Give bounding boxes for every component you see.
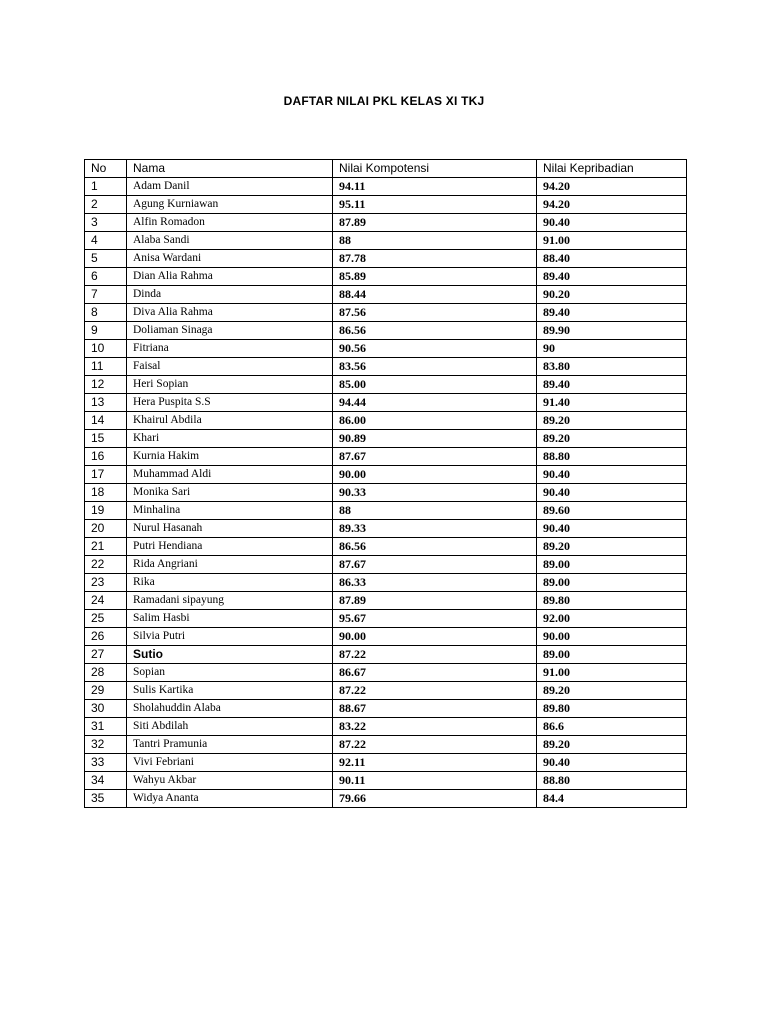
cell-nilai-kompotensi: 87.22 <box>333 646 537 664</box>
cell-nilai-kompotensi: 86.56 <box>333 538 537 556</box>
cell-no: 19 <box>85 502 127 520</box>
cell-no: 1 <box>85 178 127 196</box>
cell-nilai-kompotensi: 86.67 <box>333 664 537 682</box>
cell-nilai-kepribadian: 89.20 <box>537 682 687 700</box>
cell-nama: Diva Alia Rahma <box>127 304 333 322</box>
cell-nama: Sulis Kartika <box>127 682 333 700</box>
cell-nilai-kepribadian: 89.20 <box>537 538 687 556</box>
cell-nama: Heri Sopian <box>127 376 333 394</box>
cell-nilai-kompotensi: 86.56 <box>333 322 537 340</box>
cell-nilai-kepribadian: 94.20 <box>537 178 687 196</box>
cell-nilai-kepribadian: 89.80 <box>537 700 687 718</box>
table-row <box>85 700 687 718</box>
cell-nama: Silvia Putri <box>127 628 333 646</box>
cell-nilai-kepribadian: 86.6 <box>537 718 687 736</box>
cell-nilai-kepribadian: 83.80 <box>537 358 687 376</box>
cell-nama: Kurnia Hakim <box>127 448 333 466</box>
cell-nilai-kompotensi: 90.00 <box>333 466 537 484</box>
cell-nilai-kompotensi: 90.00 <box>333 628 537 646</box>
table-row <box>85 178 687 196</box>
cell-no: 24 <box>85 592 127 610</box>
cell-no: 16 <box>85 448 127 466</box>
cell-nama: Alaba Sandi <box>127 232 333 250</box>
cell-nama: Dinda <box>127 286 333 304</box>
cell-nilai-kompotensi: 90.56 <box>333 340 537 358</box>
table-row <box>85 790 687 808</box>
cell-nama: Monika Sari <box>127 484 333 502</box>
cell-nilai-kompotensi: 88.44 <box>333 286 537 304</box>
cell-nama: Putri Hendiana <box>127 538 333 556</box>
cell-nilai-kepribadian: 91.00 <box>537 664 687 682</box>
table-row <box>85 196 687 214</box>
cell-nilai-kompotensi: 87.22 <box>333 736 537 754</box>
column-header-no: No <box>85 160 127 178</box>
cell-no: 6 <box>85 268 127 286</box>
table-row <box>85 322 687 340</box>
cell-nilai-kepribadian: 90.40 <box>537 214 687 232</box>
cell-nilai-kepribadian: 90.40 <box>537 484 687 502</box>
cell-nama: Hera Puspita S.S <box>127 394 333 412</box>
table-row <box>85 610 687 628</box>
cell-no: 14 <box>85 412 127 430</box>
table-row <box>85 520 687 538</box>
cell-no: 22 <box>85 556 127 574</box>
cell-nilai-kepribadian: 89.00 <box>537 646 687 664</box>
cell-nama: Sopian <box>127 664 333 682</box>
cell-nilai-kompotensi: 83.56 <box>333 358 537 376</box>
column-header-nilai-kepribadian: Nilai Kepribadian <box>537 160 687 178</box>
table-row <box>85 232 687 250</box>
cell-nilai-kompotensi: 85.00 <box>333 376 537 394</box>
cell-no: 31 <box>85 718 127 736</box>
cell-no: 27 <box>85 646 127 664</box>
cell-no: 30 <box>85 700 127 718</box>
cell-no: 15 <box>85 430 127 448</box>
cell-nama: Rida Angriani <box>127 556 333 574</box>
cell-nama: Sholahuddin Alaba <box>127 700 333 718</box>
cell-no: 18 <box>85 484 127 502</box>
cell-nama: Sutio <box>127 646 333 664</box>
table-row <box>85 592 687 610</box>
cell-nilai-kepribadian: 89.40 <box>537 268 687 286</box>
cell-nilai-kompotensi: 90.89 <box>333 430 537 448</box>
cell-no: 35 <box>85 790 127 808</box>
table-row <box>85 556 687 574</box>
cell-nama: Khari <box>127 430 333 448</box>
table-row <box>85 214 687 232</box>
table-row <box>85 484 687 502</box>
cell-nilai-kompotensi: 95.67 <box>333 610 537 628</box>
cell-nama: Widya Ananta <box>127 790 333 808</box>
cell-no: 25 <box>85 610 127 628</box>
cell-nilai-kompotensi: 79.66 <box>333 790 537 808</box>
cell-no: 10 <box>85 340 127 358</box>
document-title: DAFTAR NILAI PKL KELAS XI TKJ <box>283 94 485 108</box>
table-header-row <box>85 160 687 178</box>
cell-nama: Ramadani sipayung <box>127 592 333 610</box>
cell-nama: Muhammad Aldi <box>127 466 333 484</box>
cell-nilai-kepribadian: 91.00 <box>537 232 687 250</box>
cell-nilai-kepribadian: 90.40 <box>537 466 687 484</box>
cell-no: 23 <box>85 574 127 592</box>
cell-nilai-kepribadian: 89.90 <box>537 322 687 340</box>
cell-nama: Salim Hasbi <box>127 610 333 628</box>
cell-no: 21 <box>85 538 127 556</box>
table-row <box>85 538 687 556</box>
cell-nama: Fitriana <box>127 340 333 358</box>
table-row <box>85 250 687 268</box>
cell-nilai-kepribadian: 92.00 <box>537 610 687 628</box>
cell-nilai-kepribadian: 91.40 <box>537 394 687 412</box>
cell-nilai-kepribadian: 89.80 <box>537 592 687 610</box>
cell-no: 33 <box>85 754 127 772</box>
cell-nilai-kompotensi: 87.78 <box>333 250 537 268</box>
cell-nama: Adam Danil <box>127 178 333 196</box>
cell-nilai-kompotensi: 83.22 <box>333 718 537 736</box>
cell-nilai-kompotensi: 88.67 <box>333 700 537 718</box>
cell-nilai-kompotensi: 86.00 <box>333 412 537 430</box>
cell-nilai-kompotensi: 94.44 <box>333 394 537 412</box>
cell-nama: Nurul Hasanah <box>127 520 333 538</box>
cell-no: 12 <box>85 376 127 394</box>
cell-nilai-kompotensi: 90.33 <box>333 484 537 502</box>
cell-no: 4 <box>85 232 127 250</box>
cell-nilai-kompotensi: 86.33 <box>333 574 537 592</box>
cell-nama: Minhalina <box>127 502 333 520</box>
cell-no: 26 <box>85 628 127 646</box>
cell-nilai-kepribadian: 90.40 <box>537 754 687 772</box>
cell-nilai-kepribadian: 90.00 <box>537 628 687 646</box>
cell-nilai-kompotensi: 87.67 <box>333 448 537 466</box>
cell-nama: Rika <box>127 574 333 592</box>
cell-nilai-kompotensi: 95.11 <box>333 196 537 214</box>
table-row <box>85 340 687 358</box>
table-row <box>85 772 687 790</box>
table-row <box>85 268 687 286</box>
table-body <box>85 178 687 808</box>
cell-nilai-kompotensi: 94.11 <box>333 178 537 196</box>
table-row <box>85 304 687 322</box>
table-row <box>85 628 687 646</box>
cell-nilai-kompotensi: 88 <box>333 232 537 250</box>
column-header-nilai-kompotensi: Nilai Kompotensi <box>333 160 537 178</box>
cell-no: 5 <box>85 250 127 268</box>
cell-nilai-kepribadian: 89.20 <box>537 736 687 754</box>
cell-no: 17 <box>85 466 127 484</box>
cell-nama: Wahyu Akbar <box>127 772 333 790</box>
cell-nilai-kepribadian: 88.40 <box>537 250 687 268</box>
cell-nilai-kepribadian: 94.20 <box>537 196 687 214</box>
cell-nilai-kompotensi: 87.89 <box>333 214 537 232</box>
table-row <box>85 466 687 484</box>
table-row <box>85 682 687 700</box>
cell-no: 32 <box>85 736 127 754</box>
table-row <box>85 502 687 520</box>
cell-nilai-kompotensi: 87.22 <box>333 682 537 700</box>
table-row <box>85 754 687 772</box>
table-row <box>85 286 687 304</box>
cell-no: 34 <box>85 772 127 790</box>
cell-no: 11 <box>85 358 127 376</box>
cell-nilai-kompotensi: 90.11 <box>333 772 537 790</box>
cell-no: 2 <box>85 196 127 214</box>
table-row <box>85 412 687 430</box>
table-row <box>85 646 687 664</box>
cell-no: 8 <box>85 304 127 322</box>
cell-nilai-kepribadian: 89.40 <box>537 304 687 322</box>
cell-nilai-kepribadian: 89.40 <box>537 376 687 394</box>
cell-no: 20 <box>85 520 127 538</box>
cell-nama: Siti Abdilah <box>127 718 333 736</box>
cell-nilai-kompotensi: 92.11 <box>333 754 537 772</box>
column-header-nama: Nama <box>127 160 333 178</box>
cell-nama: Vivi Febriani <box>127 754 333 772</box>
cell-no: 13 <box>85 394 127 412</box>
table-row <box>85 718 687 736</box>
cell-nilai-kepribadian: 89.60 <box>537 502 687 520</box>
cell-nilai-kompotensi: 87.89 <box>333 592 537 610</box>
grades-table <box>84 159 687 808</box>
table-row <box>85 664 687 682</box>
table-row <box>85 448 687 466</box>
cell-nilai-kepribadian: 90.40 <box>537 520 687 538</box>
cell-no: 7 <box>85 286 127 304</box>
cell-nama: Alfin Romadon <box>127 214 333 232</box>
table-row <box>85 394 687 412</box>
cell-nilai-kepribadian: 90 <box>537 340 687 358</box>
table-row <box>85 358 687 376</box>
cell-nilai-kepribadian: 89.00 <box>537 556 687 574</box>
cell-nama: Agung Kurniawan <box>127 196 333 214</box>
cell-nama: Faisal <box>127 358 333 376</box>
cell-nilai-kepribadian: 90.20 <box>537 286 687 304</box>
cell-no: 9 <box>85 322 127 340</box>
cell-nama: Anisa Wardani <box>127 250 333 268</box>
table-row <box>85 574 687 592</box>
cell-nama: Doliaman Sinaga <box>127 322 333 340</box>
cell-nilai-kompotensi: 85.89 <box>333 268 537 286</box>
cell-no: 29 <box>85 682 127 700</box>
cell-nilai-kompotensi: 87.67 <box>333 556 537 574</box>
cell-nama: Dian Alia Rahma <box>127 268 333 286</box>
table-row <box>85 736 687 754</box>
cell-nilai-kepribadian: 89.20 <box>537 430 687 448</box>
cell-nama: Khairul Abdila <box>127 412 333 430</box>
cell-nilai-kepribadian: 88.80 <box>537 448 687 466</box>
cell-nilai-kepribadian: 84.4 <box>537 790 687 808</box>
table-row <box>85 430 687 448</box>
cell-nilai-kepribadian: 88.80 <box>537 772 687 790</box>
cell-nama: Tantri Pramunia <box>127 736 333 754</box>
cell-nilai-kompotensi: 89.33 <box>333 520 537 538</box>
cell-no: 28 <box>85 664 127 682</box>
cell-nilai-kompotensi: 88 <box>333 502 537 520</box>
cell-nilai-kompotensi: 87.56 <box>333 304 537 322</box>
cell-nilai-kepribadian: 89.00 <box>537 574 687 592</box>
cell-nilai-kepribadian: 89.20 <box>537 412 687 430</box>
cell-no: 3 <box>85 214 127 232</box>
table-row <box>85 376 687 394</box>
